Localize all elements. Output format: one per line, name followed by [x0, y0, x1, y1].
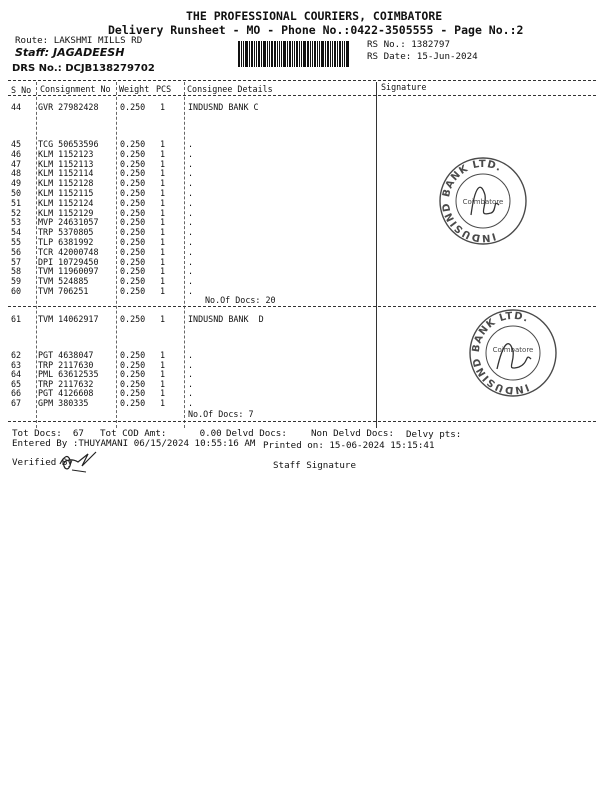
cell-sno: 53 — [11, 217, 22, 228]
cell-consignee: . — [188, 207, 194, 218]
cell-consignee: . — [188, 276, 194, 287]
cell-consignee: . — [188, 398, 194, 408]
table-row — [0, 398, 600, 408]
col-signature: Signature — [381, 82, 427, 92]
barcode-bar — [267, 41, 268, 67]
cell-consignment: KLM 1152115 — [38, 188, 94, 198]
cell-weight: 0.250 — [120, 139, 146, 149]
barcode-bar — [281, 41, 282, 67]
cell-pcs: 1 — [160, 286, 166, 296]
stamp-text: INDUSIND BANK LTD. — [440, 158, 504, 244]
cell-consignee: . — [188, 237, 194, 247]
cell-consignee: . — [188, 168, 194, 179]
cell-pcs: 1 — [160, 148, 166, 159]
cell-weight: 0.250 — [120, 178, 146, 189]
cell-pcs: 1 — [160, 314, 166, 324]
col-sno: S No — [11, 85, 32, 95]
barcode-bar — [344, 41, 345, 67]
header-bottom-rule — [8, 95, 596, 96]
cell-sno: 58 — [11, 266, 22, 277]
barcode-bar — [241, 41, 242, 67]
cell-pcs: 1 — [160, 158, 166, 169]
cell-consignment: PGT 4638047 — [38, 350, 94, 360]
barcode-bar — [303, 41, 306, 67]
cell-sno: 62 — [11, 350, 22, 360]
table-bottom-rule — [8, 421, 596, 422]
cell-consignee: . — [188, 217, 194, 228]
cell-consignee: . — [188, 359, 194, 370]
cell-sno: 46 — [11, 148, 22, 159]
cell-consignment: KLM 1152124 — [38, 197, 94, 208]
barcode-bar — [251, 41, 253, 67]
cell-sno: 67 — [11, 398, 22, 408]
cell-weight: 0.250 — [120, 359, 146, 370]
cell-sno: 51 — [11, 197, 22, 208]
barcode-bar — [321, 41, 324, 67]
cell-sno: 47 — [11, 158, 22, 169]
table-row — [0, 247, 600, 257]
cell-pcs: 1 — [160, 388, 166, 399]
cell-pcs: 1 — [160, 197, 166, 208]
barcode-bar — [269, 41, 270, 67]
group1-doc-count: No.Of Docs: 20 — [205, 295, 276, 305]
cell-consignee: INDUSND BANK D — [188, 314, 264, 324]
cell-consignee: . — [188, 388, 194, 399]
cell-consignment: KLM 1152113 — [38, 158, 94, 169]
cell-consignment: TCG 50653596 — [38, 139, 99, 149]
cell-weight: 0.250 — [120, 350, 146, 360]
barcode-bar — [301, 41, 302, 67]
cell-pcs: 1 — [160, 188, 166, 198]
cell-consignee: . — [188, 246, 194, 257]
cell-sno: 61 — [11, 314, 22, 324]
barcode-bar — [245, 41, 248, 67]
barcode-bar — [330, 41, 331, 67]
cell-consignment: MVP 24631057 — [38, 217, 99, 228]
barcode-bar — [254, 41, 255, 67]
barcode-bar — [307, 41, 309, 67]
barcode-bar — [289, 41, 291, 67]
cell-weight: 0.250 — [120, 168, 146, 179]
tot-docs: Tot Docs: 67 — [12, 428, 84, 439]
cell-pcs: 1 — [160, 227, 166, 238]
delvy-pts: Delvy pts: — [406, 429, 462, 440]
barcode-bar — [325, 41, 326, 67]
runsheet-title: Delivery Runsheet - MO - Phone No.:0422-3505555 - Page No.:2 — [108, 23, 524, 37]
cell-weight: 0.250 — [120, 388, 146, 399]
group2-doc-count: No.Of Docs: 7 — [188, 409, 254, 419]
barcode-bar — [261, 41, 262, 67]
cell-sno: 60 — [11, 286, 22, 296]
barcode-bar — [294, 41, 295, 67]
cell-consignment: TCR 42000748 — [38, 246, 99, 257]
route-label: Route: LAKSHMI MILLS RD — [15, 35, 143, 46]
barcode-bar — [249, 41, 250, 67]
cell-weight: 0.250 — [120, 102, 146, 112]
cell-sno: 52 — [11, 207, 22, 218]
barcode-bar — [271, 41, 273, 67]
cell-sno: 57 — [11, 256, 22, 267]
cell-consignment: DPI 10729450 — [38, 256, 99, 267]
cell-consignee: . — [188, 197, 194, 208]
barcode-bar — [319, 41, 320, 67]
cell-pcs: 1 — [160, 266, 166, 277]
cell-weight: 0.250 — [120, 158, 146, 169]
barcode-bar — [263, 41, 266, 67]
staff-label: Staff: JAGADEESH — [15, 46, 125, 59]
cell-consignment: TVM 524885 — [38, 276, 89, 287]
barcode-bar — [238, 41, 240, 67]
cell-sno: 54 — [11, 227, 22, 238]
cell-consignment: KLM 1152128 — [38, 178, 94, 189]
cell-weight: 0.250 — [120, 378, 146, 389]
cell-pcs: 1 — [160, 276, 166, 287]
cell-consignment: KLM 1152114 — [38, 168, 94, 179]
cell-sno: 59 — [11, 276, 22, 287]
barcode-bar — [256, 41, 257, 67]
table-row — [0, 286, 600, 296]
barcode-bar — [339, 41, 341, 67]
cell-pcs: 1 — [160, 102, 166, 112]
cell-pcs: 1 — [160, 256, 166, 267]
cell-weight: 0.250 — [120, 256, 146, 267]
stamp-text: INDUSIND BANK LTD. — [470, 310, 531, 396]
cell-consignee: . — [188, 256, 194, 267]
barcode-bar — [337, 41, 338, 67]
barcode-bar — [274, 41, 276, 67]
barcode-bar — [277, 41, 278, 67]
table-top-rule — [8, 80, 596, 81]
cell-consignee: . — [188, 178, 194, 189]
cell-pcs: 1 — [160, 398, 166, 408]
cell-consignee: . — [188, 148, 194, 159]
cell-consignment: TRP 2117630 — [38, 359, 94, 370]
cell-weight: 0.250 — [120, 246, 146, 257]
barcode-bar — [327, 41, 329, 67]
cell-consignee: . — [188, 158, 194, 169]
cell-weight: 0.250 — [120, 266, 146, 277]
cell-pcs: 1 — [160, 217, 166, 228]
non-delvd-docs: Non Delvd Docs: — [311, 428, 394, 439]
cell-sno: 56 — [11, 246, 22, 257]
entered-by: Entered By :THUYAMANI 06/15/2024 10:55:16 AM — [12, 438, 256, 449]
barcode-bar — [346, 41, 349, 67]
cell-weight: 0.250 — [120, 207, 146, 218]
col-pcs: PCS — [156, 84, 172, 94]
cell-weight: 0.250 — [120, 398, 146, 408]
cell-consignment: TRP 2117632 — [38, 378, 94, 389]
cell-weight: 0.250 — [120, 286, 146, 296]
cell-pcs: 1 — [160, 246, 166, 257]
company-name: THE PROFESSIONAL COURIERS, COIMBATORE — [186, 9, 443, 23]
barcode-bar — [299, 41, 300, 67]
cell-sno: 45 — [11, 139, 22, 149]
barcode-bar — [287, 41, 288, 67]
cell-sno: 49 — [11, 178, 22, 189]
barcode-bar — [342, 41, 343, 67]
barcode-bar — [314, 41, 316, 67]
cell-pcs: 1 — [160, 359, 166, 370]
bank-seal-stamp — [467, 307, 559, 399]
cell-weight: 0.250 — [120, 148, 146, 159]
table-row — [0, 257, 600, 267]
cell-pcs: 1 — [160, 369, 166, 380]
cell-pcs: 1 — [160, 378, 166, 389]
stamp-city: Coimbatore — [462, 198, 504, 206]
col-consignee: Consignee Details — [187, 84, 273, 94]
cell-pcs: 1 — [160, 350, 166, 360]
barcode-bar — [317, 41, 318, 67]
col-weight: Weight — [119, 84, 150, 94]
cell-sno: 55 — [11, 237, 22, 247]
cell-consignment: PGT 4126608 — [38, 388, 94, 399]
cell-pcs: 1 — [160, 139, 166, 149]
cell-pcs: 1 — [160, 178, 166, 189]
cell-weight: 0.250 — [120, 314, 146, 324]
cell-weight: 0.250 — [120, 217, 146, 228]
cell-consignee: . — [188, 350, 194, 360]
cell-consignee: . — [188, 188, 194, 198]
cell-consignee: . — [188, 139, 194, 149]
table-row — [0, 276, 600, 286]
delvd-docs: Delvd Docs: — [226, 428, 287, 439]
cell-consignee: . — [188, 286, 194, 296]
cell-weight: 0.250 — [120, 227, 146, 238]
cell-consignment: TVM 706251 — [38, 286, 89, 296]
cell-consignee: INDUSND BANK C — [188, 102, 259, 112]
verifier-signature — [58, 450, 100, 476]
stamp-city: Coimbatore — [492, 346, 534, 354]
cell-pcs: 1 — [160, 207, 166, 218]
barcode-bar — [292, 41, 293, 67]
cell-consignment: TVM 14062917 — [38, 314, 99, 324]
barcode-bar — [296, 41, 298, 67]
col-consignment: Consignment No — [40, 84, 111, 94]
table-row — [0, 102, 600, 112]
cell-weight: 0.250 — [120, 197, 146, 208]
cell-consignment: TLP 6381992 — [38, 237, 94, 247]
cell-consignee: . — [188, 227, 194, 238]
staff-signature-label: Staff Signature — [273, 460, 356, 471]
cell-weight: 0.250 — [120, 276, 146, 287]
rs-date: RS Date: 15-Jun-2024 — [367, 51, 478, 62]
cell-sno: 64 — [11, 369, 22, 380]
cell-pcs: 1 — [160, 237, 166, 247]
cell-consignment: PML 63612535 — [38, 369, 99, 380]
cell-consignment: KLM 1152123 — [38, 148, 94, 159]
barcode — [238, 41, 358, 67]
barcode-bar — [332, 41, 333, 67]
cell-weight: 0.250 — [120, 237, 146, 247]
cell-weight: 0.250 — [120, 369, 146, 380]
barcode-bar — [312, 41, 313, 67]
drs-number: DRS No.: DCJB138279702 — [12, 63, 155, 74]
cell-consignment: TRP 5370805 — [38, 227, 94, 238]
cell-sno: 50 — [11, 188, 22, 198]
cell-consignment: GVR 27982428 — [38, 102, 99, 112]
cell-consignment: KLM 1152129 — [38, 207, 94, 218]
cell-consignment: GPM 380335 — [38, 398, 89, 408]
bank-seal-stamp — [437, 155, 529, 247]
printed-on: Printed on: 15-06-2024 15:15:41 — [263, 440, 435, 451]
cell-sno: 48 — [11, 168, 22, 179]
cell-consignment: TVM 11960097 — [38, 266, 99, 277]
cell-consignee: . — [188, 378, 194, 389]
cell-sno: 65 — [11, 378, 22, 389]
rs-number: RS No.: 1382797 — [367, 39, 450, 50]
cell-sno: 63 — [11, 359, 22, 370]
barcode-bar — [279, 41, 280, 67]
barcode-bar — [283, 41, 286, 67]
cell-consignee: . — [188, 369, 194, 380]
cell-weight: 0.250 — [120, 188, 146, 198]
verified-by: Verified By — [12, 457, 73, 468]
cell-pcs: 1 — [160, 168, 166, 179]
barcode-bar — [243, 41, 244, 67]
barcode-bar — [334, 41, 336, 67]
table-row — [0, 139, 600, 149]
barcode-bar — [310, 41, 311, 67]
barcode-bar — [258, 41, 260, 67]
table-row — [0, 266, 600, 276]
cell-sno: 66 — [11, 388, 22, 399]
cell-consignee: . — [188, 266, 194, 277]
cell-sno: 44 — [11, 102, 22, 112]
tot-cod: Tot COD Amt: 0.00 — [100, 428, 222, 439]
